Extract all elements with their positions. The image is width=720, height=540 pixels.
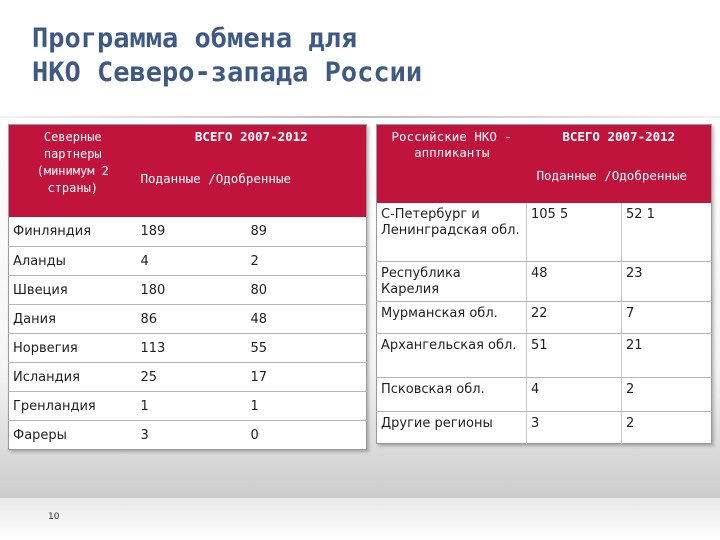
left-header-country: Северные партнеры (минимум 2 страны)	[9, 125, 137, 218]
country-cell: Аланды	[9, 246, 137, 275]
approved-cell: 55	[247, 333, 367, 362]
region-cell: Архангельская обл.	[377, 333, 527, 377]
approved-cell: 21	[622, 333, 712, 377]
table-row	[9, 420, 367, 449]
submitted-cell: 1	[137, 391, 247, 420]
region-cell: Псковская обл.	[377, 377, 527, 411]
submitted-cell: 86	[137, 304, 247, 333]
table-row	[377, 261, 712, 301]
submitted-cell: 25	[137, 362, 247, 391]
page-number: 10	[48, 512, 60, 522]
approved-cell: 2	[247, 246, 367, 275]
nordic-partners-table	[8, 124, 367, 450]
country-cell: Фареры	[13, 427, 67, 443]
table-row	[377, 301, 712, 333]
approved-cell: 80	[247, 275, 367, 304]
region-cell: Мурманская обл.	[377, 301, 527, 333]
approved-cell: 2	[622, 377, 712, 411]
right-header-total: ВСЕГО 2007-2012	[527, 125, 712, 166]
approved-cell: 2	[622, 411, 712, 443]
submitted-cell: 4	[137, 246, 247, 275]
approved-cell: 48	[247, 304, 367, 333]
approved-cell: 52 1	[622, 203, 712, 261]
region-cell: Другие регионы	[381, 415, 493, 431]
country-cell: Финляндия	[9, 217, 137, 246]
table-row	[9, 275, 367, 304]
submitted-cell: 113	[137, 333, 247, 362]
country-cell: Швеция	[9, 275, 137, 304]
submitted-cell: 189	[137, 217, 247, 246]
slide-title-line-2: НКО Северо-запада России	[32, 57, 423, 88]
table-row	[377, 333, 712, 377]
submitted-cell: 51	[527, 333, 622, 377]
title-divider	[0, 116, 720, 118]
submitted-cell: 22	[527, 301, 622, 333]
right-header-ngo: Российские НКО - аппликанты	[377, 125, 527, 204]
submitted-cell: 3	[140, 427, 149, 443]
approved-cell: 0	[250, 427, 259, 443]
submitted-cell: 180	[137, 275, 247, 304]
table-row	[9, 391, 367, 420]
slide-footer-band	[0, 498, 720, 540]
table-row	[9, 217, 367, 246]
left-table-header-row	[9, 125, 367, 166]
country-cell: Гренландия	[9, 391, 137, 420]
approved-cell: 7	[622, 301, 712, 333]
left-header-total: ВСЕГО 2007-2012	[137, 125, 367, 166]
region-cell: Республика Карелия	[377, 261, 527, 301]
region-cell: С-Петербург и Ленинградская обл.	[377, 203, 527, 261]
right-header-sub: Поданные /Одобренные	[527, 165, 712, 203]
approved-cell: 1	[247, 391, 367, 420]
table-row	[377, 411, 712, 443]
submitted-cell: 105 5	[527, 203, 622, 261]
slide-title-line-1: Программа обмена для	[32, 23, 358, 54]
submitted-cell: 48	[527, 261, 622, 301]
submitted-cell: 4	[527, 377, 622, 411]
approved-cell: 23	[622, 261, 712, 301]
table-row	[377, 203, 712, 261]
country-cell: Норвегия	[9, 333, 137, 362]
russian-ngo-table	[376, 124, 712, 444]
table-row	[9, 246, 367, 275]
slide-title	[32, 22, 422, 90]
approved-cell: 89	[247, 217, 367, 246]
table-row	[377, 377, 712, 411]
right-table-header-row	[377, 125, 712, 166]
table-row	[9, 304, 367, 333]
table-row	[9, 362, 367, 391]
table-row	[9, 333, 367, 362]
approved-cell: 17	[247, 362, 367, 391]
submitted-cell: 3	[527, 411, 622, 443]
country-cell: Дания	[9, 304, 137, 333]
left-header-sub: Поданные /Одобренные	[137, 165, 367, 217]
country-cell: Исландия	[9, 362, 137, 391]
